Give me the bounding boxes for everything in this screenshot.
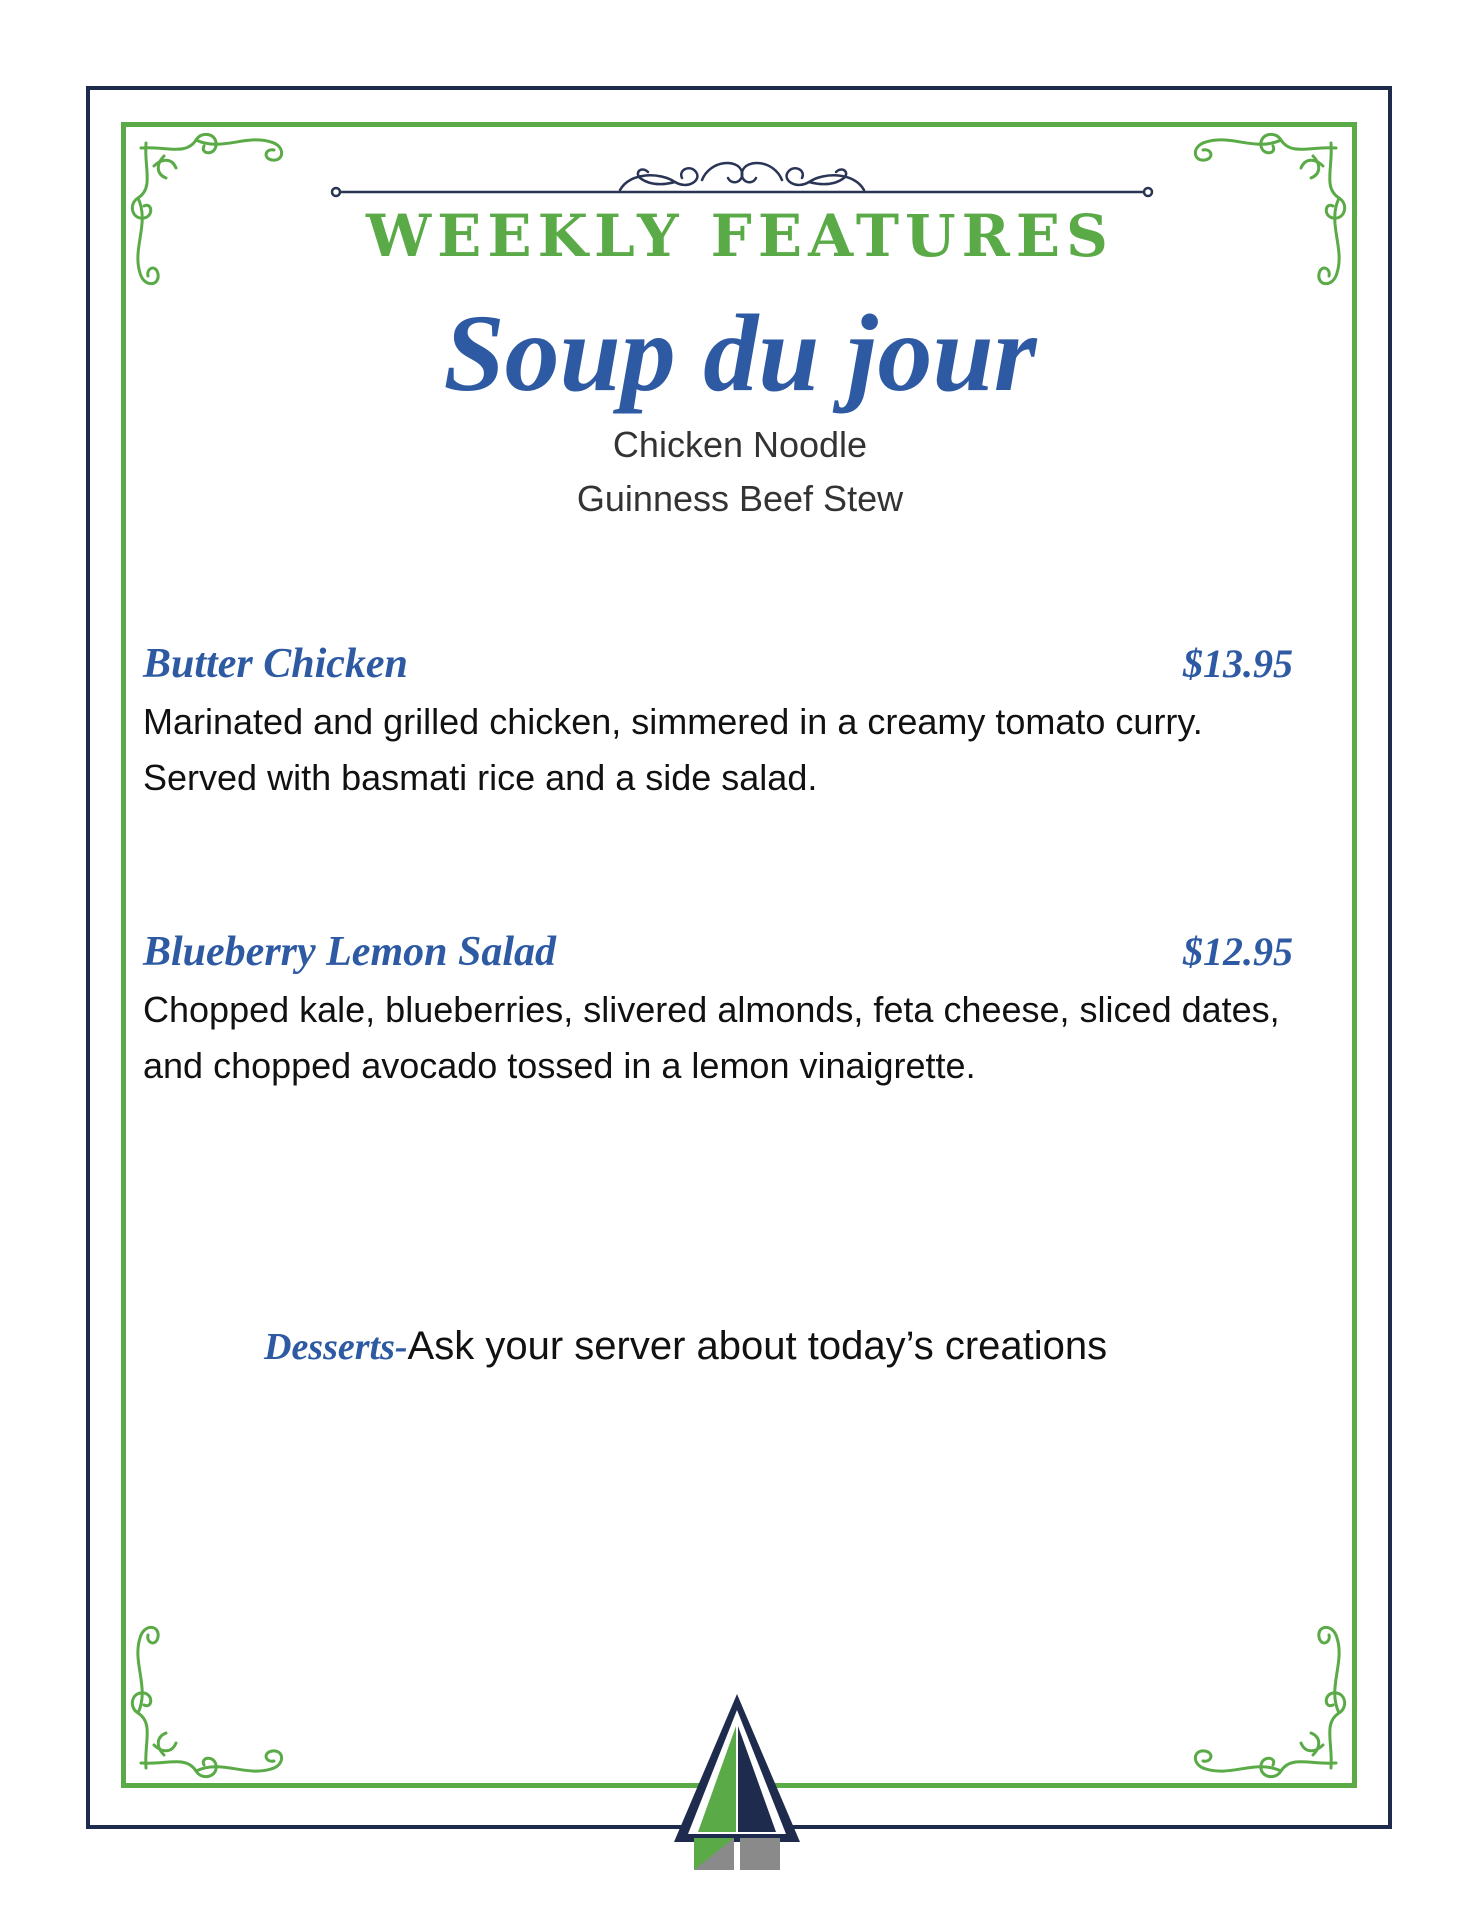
soup-item: Chicken Noodle bbox=[612, 424, 868, 465]
menu-item-name: Butter Chicken bbox=[143, 641, 408, 687]
corner-flourish-icon bbox=[126, 1608, 301, 1783]
menu-item bbox=[143, 924, 1293, 1094]
mountain-logo-icon bbox=[672, 1692, 802, 1874]
soup-list bbox=[340, 418, 1140, 526]
desserts-separator: - bbox=[394, 1326, 408, 1368]
scroll-ornament-icon bbox=[330, 150, 1154, 200]
desserts-line bbox=[264, 1318, 1224, 1375]
menu-item-description: Marinated and grilled chicken, simmered in a creamy tomato curry. Served with basmati rice and a side salad. bbox=[143, 701, 1203, 798]
soup-title: Soup du jour bbox=[443, 292, 1037, 414]
desserts-text: Ask your server about today’s creations bbox=[407, 1324, 1108, 1368]
menu-item-name: Blueberry Lemon Salad bbox=[143, 929, 557, 975]
menu-item bbox=[143, 636, 1293, 806]
desserts-label: Desserts bbox=[264, 1326, 395, 1368]
menu-item-description: Chopped kale, blueberries, slivered almonds, feta cheese, sliced dates, and chopped avocado tossed in a lemon vinaigrette. bbox=[143, 989, 1280, 1086]
soup-item: Guinness Beef Stew bbox=[576, 478, 904, 519]
menu-item-price: $12.95 bbox=[1183, 929, 1293, 974]
corner-flourish-icon bbox=[1176, 1608, 1351, 1783]
header-title: WEEKLY FEATURES bbox=[366, 202, 1114, 270]
menu-item-price: $13.95 bbox=[1183, 641, 1293, 686]
menu-item-header bbox=[143, 924, 1293, 980]
menu-item-header bbox=[143, 636, 1293, 692]
